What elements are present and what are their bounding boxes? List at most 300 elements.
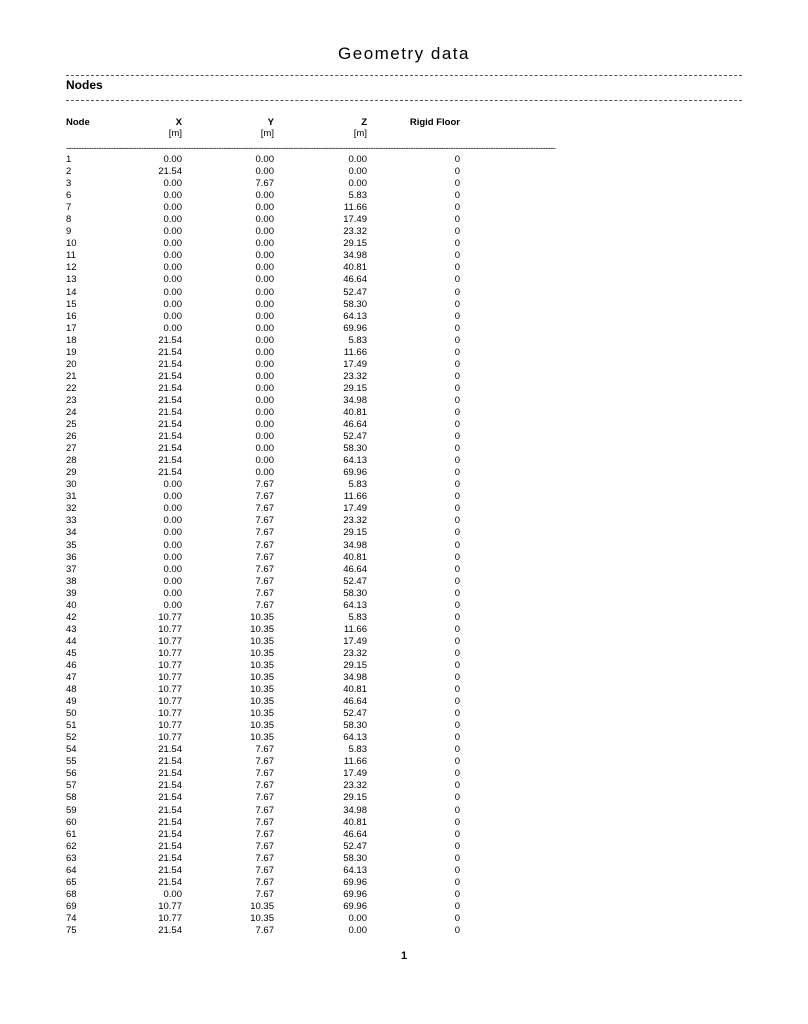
- table-row: [0, 720, 768, 732]
- cell-x: 10.77: [158, 696, 182, 708]
- cell-rigid-floor: 0: [454, 551, 460, 563]
- cell-rigid-floor: 0: [454, 792, 460, 804]
- table-row: [0, 913, 768, 925]
- cell-y: 0.00: [255, 166, 274, 178]
- cell-node: 48: [66, 684, 77, 696]
- cell-y: 0.00: [255, 334, 274, 346]
- table-row: [0, 540, 768, 552]
- cell-x: 21.54: [158, 334, 182, 346]
- cell-node: 22: [66, 382, 77, 394]
- table-row: [0, 600, 768, 612]
- cell-rigid-floor: 0: [454, 732, 460, 744]
- cell-y: 7.67: [255, 479, 274, 491]
- cell-rigid-floor: 0: [454, 370, 460, 382]
- cell-node: 75: [66, 925, 77, 936]
- cell-z: 17.49: [343, 503, 367, 515]
- cell-y: 0.00: [255, 310, 274, 322]
- table-row: [0, 527, 768, 539]
- cell-rigid-floor: 0: [454, 768, 460, 780]
- cell-z: 52.47: [343, 840, 367, 852]
- section-divider: [66, 100, 742, 101]
- cell-rigid-floor: 0: [454, 876, 460, 888]
- cell-z: 34.98: [343, 804, 367, 816]
- table-row: [0, 552, 768, 564]
- cell-rigid-floor: 0: [454, 539, 460, 551]
- cell-z: 64.13: [343, 864, 367, 876]
- cell-node: 27: [66, 443, 77, 455]
- table-row: [0, 491, 768, 503]
- cell-y: 7.67: [255, 840, 274, 852]
- cell-node: 43: [66, 623, 77, 635]
- cell-x: 21.54: [158, 864, 182, 876]
- table-units: [0, 128, 768, 140]
- cell-y: 0.00: [255, 154, 274, 165]
- cell-z: 34.98: [343, 672, 367, 684]
- table-row: [0, 756, 768, 768]
- cell-z: 17.49: [343, 768, 367, 780]
- cell-x: 21.54: [158, 816, 182, 828]
- cell-rigid-floor: 0: [454, 647, 460, 659]
- cell-y: 7.67: [255, 888, 274, 900]
- cell-x: 10.77: [158, 732, 182, 744]
- cell-y: 7.67: [255, 804, 274, 816]
- cell-x: 10.77: [158, 611, 182, 623]
- cell-x: 21.54: [158, 828, 182, 840]
- table-row: [0, 768, 768, 780]
- table-row: [0, 515, 768, 527]
- cell-y: 10.35: [250, 672, 274, 684]
- cell-y: 10.35: [250, 659, 274, 671]
- header-z: Z: [361, 117, 367, 128]
- cell-rigid-floor: 0: [454, 925, 460, 936]
- cell-z: 52.47: [343, 575, 367, 587]
- cell-y: 0.00: [255, 431, 274, 443]
- cell-node: 21: [66, 370, 77, 382]
- cell-z: 23.32: [343, 780, 367, 792]
- cell-z: 23.32: [343, 515, 367, 527]
- cell-node: 23: [66, 394, 77, 406]
- cell-y: 7.67: [255, 768, 274, 780]
- cell-rigid-floor: 0: [454, 659, 460, 671]
- cell-z: 5.83: [348, 744, 367, 756]
- cell-x: 21.54: [158, 394, 182, 406]
- cell-z: 58.30: [343, 852, 367, 864]
- cell-node: 33: [66, 515, 77, 527]
- table-row: [0, 299, 768, 311]
- cell-x: 10.77: [158, 912, 182, 924]
- table-row: [0, 178, 768, 190]
- table-row: [0, 359, 768, 371]
- cell-z: 69.96: [343, 888, 367, 900]
- cell-x: 10.77: [158, 635, 182, 647]
- cell-z: 11.66: [343, 756, 367, 768]
- table-row: [0, 274, 768, 286]
- cell-x: 0.00: [163, 491, 182, 503]
- table-row: [0, 262, 768, 274]
- cell-node: 59: [66, 804, 77, 816]
- cell-x: 0.00: [163, 539, 182, 551]
- cell-node: 65: [66, 876, 77, 888]
- header-node: Node: [66, 117, 90, 128]
- table-row: [0, 190, 768, 202]
- cell-rigid-floor: 0: [454, 406, 460, 418]
- cell-x: 10.77: [158, 647, 182, 659]
- node-table-body: [0, 154, 768, 937]
- cell-x: 21.54: [158, 406, 182, 418]
- cell-x: 0.00: [163, 551, 182, 563]
- table-row: [0, 576, 768, 588]
- cell-x: 21.54: [158, 744, 182, 756]
- cell-y: 7.67: [255, 503, 274, 515]
- table-row: [0, 202, 768, 214]
- cell-y: 10.35: [250, 912, 274, 924]
- cell-z: 5.83: [348, 334, 367, 346]
- cell-rigid-floor: 0: [454, 310, 460, 322]
- cell-node: 13: [66, 274, 77, 286]
- cell-rigid-floor: 0: [454, 443, 460, 455]
- table-row: [0, 383, 768, 395]
- cell-z: 5.83: [348, 479, 367, 491]
- cell-y: 0.00: [255, 419, 274, 431]
- cell-z: 5.83: [348, 611, 367, 623]
- cell-y: 0.00: [255, 394, 274, 406]
- unit-x: [m]: [168, 128, 182, 139]
- header-rigid-floor: Rigid Floor: [409, 117, 460, 128]
- cell-y: 7.67: [255, 925, 274, 936]
- cell-node: 8: [66, 214, 72, 226]
- cell-node: 1: [66, 154, 72, 165]
- cell-x: 21.54: [158, 804, 182, 816]
- table-row: [0, 311, 768, 323]
- cell-z: 0.00: [348, 912, 367, 924]
- cell-x: 21.54: [158, 792, 182, 804]
- cell-x: 0.00: [163, 214, 182, 226]
- cell-y: 7.67: [255, 816, 274, 828]
- cell-x: 21.54: [158, 419, 182, 431]
- table-row: [0, 467, 768, 479]
- cell-z: 52.47: [343, 708, 367, 720]
- cell-rigid-floor: 0: [454, 828, 460, 840]
- cell-y: 10.35: [250, 708, 274, 720]
- cell-rigid-floor: 0: [454, 262, 460, 274]
- cell-node: 47: [66, 672, 77, 684]
- cell-rigid-floor: 0: [454, 394, 460, 406]
- cell-z: 23.32: [343, 226, 367, 238]
- cell-node: 63: [66, 852, 77, 864]
- cell-z: 17.49: [343, 214, 367, 226]
- table-row: [0, 708, 768, 720]
- cell-node: 30: [66, 479, 77, 491]
- cell-y: 0.00: [255, 455, 274, 467]
- cell-z: 11.66: [343, 346, 367, 358]
- cell-node: 25: [66, 419, 77, 431]
- cell-y: 0.00: [255, 286, 274, 298]
- table-row: [0, 407, 768, 419]
- cell-rigid-floor: 0: [454, 804, 460, 816]
- cell-x: 21.54: [158, 925, 182, 936]
- cell-x: 0.00: [163, 190, 182, 202]
- cell-y: 7.67: [255, 551, 274, 563]
- cell-rigid-floor: 0: [454, 467, 460, 479]
- cell-rigid-floor: 0: [454, 888, 460, 900]
- cell-rigid-floor: 0: [454, 238, 460, 250]
- cell-rigid-floor: 0: [454, 816, 460, 828]
- cell-z: 11.66: [343, 491, 367, 503]
- cell-y: 0.00: [255, 358, 274, 370]
- cell-rigid-floor: 0: [454, 178, 460, 190]
- cell-y: 0.00: [255, 262, 274, 274]
- cell-y: 7.67: [255, 527, 274, 539]
- cell-node: 55: [66, 756, 77, 768]
- cell-z: 11.66: [343, 202, 367, 214]
- cell-y: 10.35: [250, 611, 274, 623]
- page-number: 1: [400, 950, 408, 962]
- cell-node: 36: [66, 551, 77, 563]
- cell-x: 0.00: [163, 238, 182, 250]
- cell-y: 7.67: [255, 587, 274, 599]
- cell-node: 31: [66, 491, 77, 503]
- table-row: [0, 335, 768, 347]
- cell-z: 64.13: [343, 455, 367, 467]
- cell-node: 24: [66, 406, 77, 418]
- cell-rigid-floor: 0: [454, 358, 460, 370]
- cell-y: 0.00: [255, 226, 274, 238]
- cell-y: 7.67: [255, 828, 274, 840]
- cell-z: 29.15: [343, 238, 367, 250]
- cell-y: 7.67: [255, 744, 274, 756]
- cell-node: 7: [66, 202, 72, 214]
- cell-x: 10.77: [158, 720, 182, 732]
- cell-y: 7.67: [255, 864, 274, 876]
- cell-node: 44: [66, 635, 77, 647]
- cell-z: 11.66: [343, 623, 367, 635]
- cell-y: 10.35: [250, 900, 274, 912]
- cell-x: 10.77: [158, 708, 182, 720]
- cell-y: 0.00: [255, 190, 274, 202]
- section-title: Nodes: [66, 78, 103, 92]
- cell-node: 69: [66, 900, 77, 912]
- cell-rigid-floor: 0: [454, 322, 460, 334]
- table-row: [0, 214, 768, 226]
- cell-y: 0.00: [255, 406, 274, 418]
- cell-node: 52: [66, 732, 77, 744]
- cell-x: 21.54: [158, 852, 182, 864]
- cell-rigid-floor: 0: [454, 744, 460, 756]
- cell-rigid-floor: 0: [454, 431, 460, 443]
- cell-rigid-floor: 0: [454, 900, 460, 912]
- cell-y: 0.00: [255, 214, 274, 226]
- cell-rigid-floor: 0: [454, 491, 460, 503]
- cell-node: 3: [66, 178, 72, 190]
- cell-rigid-floor: 0: [454, 214, 460, 226]
- cell-y: 7.67: [255, 756, 274, 768]
- cell-node: 18: [66, 334, 77, 346]
- cell-x: 0.00: [163, 310, 182, 322]
- cell-x: 10.77: [158, 900, 182, 912]
- cell-rigid-floor: 0: [454, 166, 460, 178]
- cell-y: 0.00: [255, 382, 274, 394]
- cell-y: 7.67: [255, 515, 274, 527]
- cell-z: 46.64: [343, 274, 367, 286]
- cell-rigid-floor: 0: [454, 154, 460, 165]
- cell-z: 46.64: [343, 419, 367, 431]
- cell-y: 0.00: [255, 250, 274, 262]
- cell-rigid-floor: 0: [454, 515, 460, 527]
- cell-node: 45: [66, 647, 77, 659]
- cell-node: 40: [66, 599, 77, 611]
- cell-y: 0.00: [255, 467, 274, 479]
- table-row: [0, 672, 768, 684]
- cell-rigid-floor: 0: [454, 780, 460, 792]
- cell-rigid-floor: 0: [454, 479, 460, 491]
- cell-x: 0.00: [163, 587, 182, 599]
- table-row: [0, 431, 768, 443]
- cell-z: 17.49: [343, 635, 367, 647]
- cell-rigid-floor: 0: [454, 334, 460, 346]
- cell-node: 68: [66, 888, 77, 900]
- cell-node: 10: [66, 238, 77, 250]
- cell-z: 58.30: [343, 587, 367, 599]
- header-x: X: [175, 117, 182, 128]
- cell-y: 7.67: [255, 780, 274, 792]
- cell-x: 21.54: [158, 358, 182, 370]
- table-row: [0, 877, 768, 889]
- table-row: [0, 250, 768, 262]
- cell-z: 46.64: [343, 828, 367, 840]
- cell-node: 26: [66, 431, 77, 443]
- cell-x: 21.54: [158, 443, 182, 455]
- cell-rigid-floor: 0: [454, 226, 460, 238]
- cell-x: 21.54: [158, 876, 182, 888]
- cell-x: 10.77: [158, 672, 182, 684]
- cell-x: 0.00: [163, 226, 182, 238]
- table-row: [0, 829, 768, 841]
- cell-x: 0.00: [163, 575, 182, 587]
- cell-y: 7.67: [255, 599, 274, 611]
- cell-x: 0.00: [163, 298, 182, 310]
- cell-node: 34: [66, 527, 77, 539]
- cell-y: 10.35: [250, 732, 274, 744]
- table-row: [0, 503, 768, 515]
- cell-z: 29.15: [343, 382, 367, 394]
- cell-y: 10.35: [250, 696, 274, 708]
- cell-y: 0.00: [255, 202, 274, 214]
- table-row: [0, 925, 768, 937]
- table-row: [0, 684, 768, 696]
- cell-node: 12: [66, 262, 77, 274]
- cell-node: 50: [66, 708, 77, 720]
- cell-y: 7.67: [255, 792, 274, 804]
- cell-node: 15: [66, 298, 77, 310]
- cell-rigid-floor: 0: [454, 527, 460, 539]
- cell-z: 52.47: [343, 286, 367, 298]
- cell-y: 10.35: [250, 635, 274, 647]
- cell-x: 0.00: [163, 479, 182, 491]
- table-row: [0, 648, 768, 660]
- cell-z: 40.81: [343, 262, 367, 274]
- cell-z: 0.00: [348, 178, 367, 190]
- cell-y: 10.35: [250, 647, 274, 659]
- cell-node: 32: [66, 503, 77, 515]
- cell-y: 7.67: [255, 563, 274, 575]
- cell-y: 7.67: [255, 539, 274, 551]
- cell-z: 69.96: [343, 900, 367, 912]
- cell-node: 49: [66, 696, 77, 708]
- cell-z: 58.30: [343, 443, 367, 455]
- cell-node: 17: [66, 322, 77, 334]
- cell-y: 10.35: [250, 684, 274, 696]
- table-row: [0, 865, 768, 877]
- cell-x: 21.54: [158, 382, 182, 394]
- table-row: [0, 853, 768, 865]
- cell-node: 16: [66, 310, 77, 322]
- cell-node: 35: [66, 539, 77, 551]
- cell-z: 34.98: [343, 394, 367, 406]
- table-row: [0, 443, 768, 455]
- cell-rigid-floor: 0: [454, 684, 460, 696]
- cell-rigid-floor: 0: [454, 756, 460, 768]
- cell-x: 0.00: [163, 563, 182, 575]
- cell-y: 10.35: [250, 720, 274, 732]
- cell-node: 38: [66, 575, 77, 587]
- cell-y: 7.67: [255, 178, 274, 190]
- cell-node: 28: [66, 455, 77, 467]
- table-row: [0, 154, 768, 166]
- cell-rigid-floor: 0: [454, 912, 460, 924]
- cell-rigid-floor: 0: [454, 720, 460, 732]
- table-row: [0, 588, 768, 600]
- cell-rigid-floor: 0: [454, 503, 460, 515]
- cell-y: 7.67: [255, 876, 274, 888]
- cell-x: 0.00: [163, 262, 182, 274]
- cell-z: 23.32: [343, 647, 367, 659]
- cell-y: 0.00: [255, 274, 274, 286]
- cell-z: 29.15: [343, 792, 367, 804]
- cell-node: 60: [66, 816, 77, 828]
- cell-node: 11: [66, 250, 76, 262]
- cell-x: 10.77: [158, 659, 182, 671]
- cell-z: 0.00: [348, 925, 367, 936]
- cell-node: 37: [66, 563, 77, 575]
- table-row: [0, 455, 768, 467]
- cell-node: 39: [66, 587, 77, 599]
- table-row: [0, 744, 768, 756]
- cell-x: 0.00: [163, 274, 182, 286]
- cell-x: 21.54: [158, 467, 182, 479]
- cell-z: 58.30: [343, 298, 367, 310]
- cell-x: 21.54: [158, 768, 182, 780]
- cell-rigid-floor: 0: [454, 419, 460, 431]
- cell-z: 69.96: [343, 876, 367, 888]
- cell-z: 58.30: [343, 720, 367, 732]
- cell-rigid-floor: 0: [454, 696, 460, 708]
- cell-x: 0.00: [163, 515, 182, 527]
- cell-node: 6: [66, 190, 72, 202]
- cell-x: 0.00: [163, 503, 182, 515]
- cell-rigid-floor: 0: [454, 623, 460, 635]
- cell-node: 64: [66, 864, 77, 876]
- cell-node: 61: [66, 828, 77, 840]
- table-row: [0, 660, 768, 672]
- cell-x: 0.00: [163, 599, 182, 611]
- cell-x: 0.00: [163, 888, 182, 900]
- cell-x: 21.54: [158, 370, 182, 382]
- cell-rigid-floor: 0: [454, 382, 460, 394]
- cell-rigid-floor: 0: [454, 864, 460, 876]
- cell-node: 14: [66, 286, 77, 298]
- cell-z: 17.49: [343, 358, 367, 370]
- cell-node: 74: [66, 912, 77, 924]
